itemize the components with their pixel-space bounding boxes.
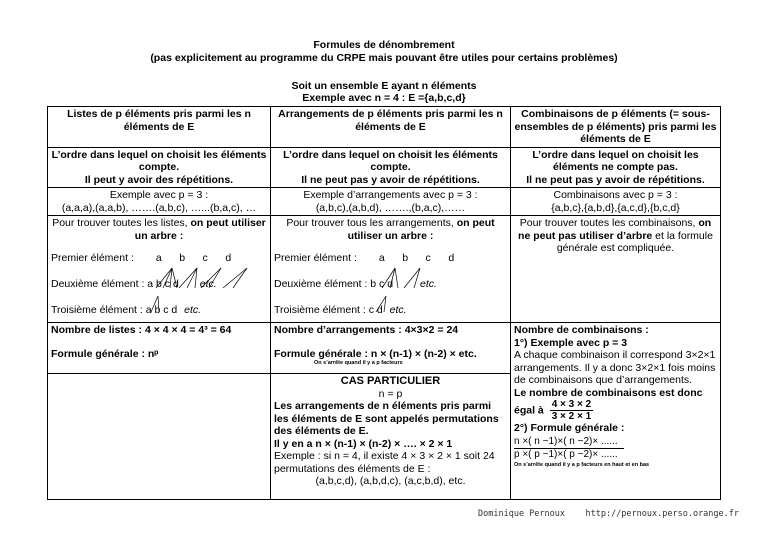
combinations-count: Nombre de combinaisons : [514,324,649,336]
footer-url[interactable]: http://pernoux.perso.orange.fr [585,509,740,519]
lists-general-formula: Formule générale : nᵖ [51,347,159,360]
special-case-definition: Les arrangements de n éléments pris parmi les éléments de E sont appelés permutations des éléments de E. [274,400,499,437]
special-case-condition: n = p [378,387,403,400]
rule-combinations-order: L’ordre dans lequel on choisit les éléments ne compte pas. [532,148,699,173]
formula-combinations [511,323,721,500]
combinations-example-fraction: $\frac{4 \times 3 \times 2}{3 \times 2 \times 1}$ [551,399,592,422]
tree-lists-level-1: Premier élément : a b c d [51,252,232,264]
example-combinations-values: {a,b,c},{a,b,d},{a,c,d},{b,c,d} [551,201,680,214]
empty-cell [48,374,271,500]
example-lists [48,188,271,216]
tree-lists-intro: Pour trouver toutes les listes, on peut utiliser un arbre : [52,217,266,242]
special-case-example: Exemple : si n = 4, il existe 4 × 3 × 2 × 1 soit 24 permutations des éléments de E : [274,450,495,475]
rule-arrangements [271,147,511,188]
example-combinations-title: Combinaisons avec p = 3 : [553,189,678,201]
arrangements-stop-note: On s’arrête quand il y a p facteurs [314,360,403,366]
arrangements-general-formula: Formule générale : n × (n-1) × (n-2) × etc. [274,347,477,360]
page-subtitle: (pas explicitement au programme du CRPE mais pouvant être utiles pour certains problèmes) [150,52,618,64]
tree-arrangements-level-1: Premier élément : a b c d [274,252,455,264]
example-row [48,188,721,216]
rule-arrangements-repeat: Il ne peut pas y avoir de répétitions. [301,173,480,186]
heading-row [48,107,721,148]
special-case-formula: Il y en a n × (n-1) × (n-2) × …. × 2 × 1 [274,437,453,450]
tree-combinations: Pour trouver toutes les combinaisons, on ne peut pas utiliser d’arbre et la formule générale est compliquée. [511,216,721,323]
footer [478,509,739,519]
arrangements-count: Nombre d’arrangements : 4×3×2 = 24 [274,324,459,336]
footer-author: Dominique Pernoux [478,509,565,519]
combinations-conclusion: Le nombre de combinaisons est donc égal à $\frac{4 \times 3 \times 2}{3 \times 2 \times 1}$ [514,386,703,422]
special-case-list: (a,b,c,d), (a,b,d,c), (a,c,b,d), etc. [315,475,466,487]
formula-arrangements [271,323,511,374]
rule-lists-order: L’ordre dans lequel on choisit les éléments compte. [51,148,267,173]
combinations-example-text: A chaque combinaison il correspond 3×2×1 arrangements. Il y a donc 3×2×1 fois moins de combinaisons que d’arrangements. [514,349,716,386]
example-lists-values: (a,a,a),(a,a,b), …….(a,b,c), …...(b,a,c), … [61,201,257,214]
tree-arrangements-level-2: Deuxième élément : b c d etc. [274,278,437,290]
page-title: Formules de dénombrement [313,39,455,51]
combinations-general-fraction: n ×( n −1)×( n −2)× ...... p ×( p −1)×( p −2)× ...... [514,435,717,462]
example-lists-title: Exemple avec p = 3 : [109,189,209,201]
rule-combinations [511,147,721,188]
example-arrangements-values: (a,b,c),(a,b,d), …….,(b,a,c),…… [315,201,466,214]
example-combinations [511,188,721,216]
set-definition: Soit un ensemble E ayant n éléments [291,80,477,92]
rule-lists-repeat: Il peut y avoir des répétitions. [84,173,234,186]
formula-row [48,323,721,374]
tree-lists-level-3: Troisième élément : a b c d etc. [51,304,202,316]
tree-arrangements-intro: Pour trouver tous les arrangements, on peut utiliser un arbre : [286,217,495,242]
heading-arrangements: Arrangements de p éléments pris parmi les n éléments de E [271,107,511,148]
tree-lists-level-2: Deuxième élément : a b c d etc. [51,278,217,290]
heading-combinations: Combinaisons de p éléments (= sous-ensembles de p éléments) pris parmi les éléments de E [511,107,721,148]
tree-lists [48,216,271,323]
formula-table [47,106,721,500]
tree-row [48,216,721,323]
rule-arrangements-order: L’ordre dans lequel on choisit les éléments compte. [283,148,498,173]
rule-lists [48,147,271,188]
set-example: Exemple avec n = 4 : E ={a,b,c,d} [302,92,466,104]
lists-count: Nombre de listes : 4 × 4 × 4 = 4³ = 64 [51,324,232,336]
example-arrangements-title: Exemple d’arrangements avec p = 3 : [303,189,478,201]
example-arrangements [271,188,511,216]
combinations-example-title: 1°) Exemple avec p = 3 [514,336,628,349]
heading-lists: Listes de p éléments pris parmi les n éléments de E [48,107,271,148]
tree-arrangements-level-3: Troisième élément : c d etc. [274,304,407,316]
combinations-general-title: 2°) Formule générale : [514,422,625,434]
rule-combinations-repeat: Il ne peut pas y avoir de répétitions. [526,173,705,186]
formula-lists [48,323,271,374]
combinations-stop-note: On s’arrête quand il y a p facteurs en haut et en bas [514,461,650,468]
tree-arrangements [271,216,511,323]
special-case-title: CAS PARTICULIER [340,375,441,387]
rule-row [48,147,721,188]
special-case [271,374,511,500]
